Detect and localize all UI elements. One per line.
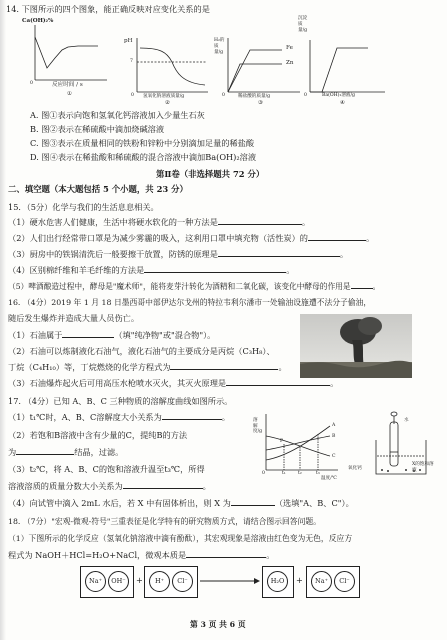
g4-ylabel: 沉淀质量/g (298, 16, 308, 33)
q18-stem: 18. （7分）"宏观-微观-符号"三重表征是化学特有的研究物质方式，请结合图示回答问题。 (8, 517, 321, 526)
g2-xlabel: 氢氧化钠溶液质量/g (143, 94, 185, 99)
q16-item-3: （3）石油爆炸起火后可用高压水枪喷水灭火，其灭火原理是 。 (8, 378, 339, 388)
ion-cl-minus: Cl⁻ (172, 571, 193, 592)
explosion-photo (300, 314, 412, 378)
g2-number: ② (165, 100, 171, 106)
q14-option-d: D. 图④表示在稀盐酸和稀硫酸的混合溶液中滴加Ba(OH)₂溶液 (30, 152, 257, 162)
q17-item-3a: （3）t₂℃，将 A、B、C的饱和溶液升温至t₃℃，所得 (8, 464, 205, 474)
g3-origin: 0 (222, 93, 225, 98)
plus-sign-1: + (136, 575, 143, 585)
curve-ylabel: 溶解度/g (253, 418, 263, 434)
g4-number: ④ (340, 100, 346, 106)
g1-xlabel: 反应时间 / s (52, 82, 83, 88)
ion-cl-minus-product: Cl⁻ (334, 571, 355, 592)
ion-h-plus: H⁺ (149, 571, 170, 592)
q17-stem: 17. （4分）已知 A、B、C 三种物质的溶解度曲线如图所示。 (8, 396, 233, 406)
ion-na-plus: Na⁺ (85, 571, 106, 592)
curve-label-p: P (280, 439, 284, 444)
g3-line-fe: Fe (286, 45, 293, 51)
section2-title: 二、填空题（本大题包括 5 个小题，共 23 分） (8, 184, 188, 194)
plus-sign-2: + (296, 575, 303, 585)
g1-number: ① (67, 91, 73, 97)
g4-xlabel: Ba(OH)₂溶液/g (322, 93, 355, 98)
molecule-h2o: H₂O (267, 571, 288, 592)
q17-item-1: （1）t₁℃时，A、B、C溶解度大小关系为 。 (8, 412, 230, 422)
water-box (262, 566, 294, 598)
q15-item-1: （1）硬水危害人们健康，生活中将硬水软化的一种方法是 。 (8, 217, 311, 227)
apparatus-solid: 氧化钙 (348, 466, 362, 471)
q14-option-c: C. 图③表示在质量相同的铁粉和锌粉中分别滴加足量的稀盐酸 (30, 138, 255, 148)
curve-label-a: A (332, 423, 336, 428)
curve-tick-t2: t₂ (298, 471, 302, 476)
solubility-curve-figure (258, 412, 358, 482)
reaction-arrow (200, 576, 260, 586)
q15-item-4: （4）区别棉纤维和羊毛纤维的方法是 。 (8, 265, 295, 275)
curve-label-b: B (332, 434, 336, 439)
q15-item-3: （3）厨房中的铁锅清洗后一般要擦干放置，防锈的原理是 。 (8, 249, 349, 259)
curve-tick-0: 0 (262, 471, 265, 476)
q18-line2: 程式为 NaOH＋HCl=H₂O+NaCl，微观本质是 。 (8, 550, 275, 560)
q17-item-3b: 溶液溶质的质量分数大小关系为 。 (8, 481, 211, 491)
q16-item-2a: （2）石油可以炼制液化石油气，液化石油气的主要成分是丙烷（C₃H₈）、 (8, 346, 275, 356)
q18-line1: （1）下图所示的化学反应（氢氧化钠溶液中滴有酚酞），其宏观现象是溶液由红色变为无色，反应方 (8, 534, 353, 543)
q17-item-4: （4）向试管中滴入 2mL 水后，若 X 中有固体析出，则 X 为 （选填"A、B、C"）。 (8, 498, 354, 508)
g1-origin: 0 (30, 81, 33, 86)
curve-tick-t1: t₁ (282, 471, 286, 476)
q14-option-a: A. 图①表示向饱和氢氧化钙溶液加入少量生石灰 (30, 110, 205, 120)
g2-tick: 7 (130, 59, 133, 64)
g2-ylabel: pH (124, 38, 133, 44)
q17-item-2b: 为 结晶，过滤。 (8, 447, 124, 457)
g4-origin: 0 (304, 93, 307, 98)
ion-oh-minus: OH⁻ (108, 571, 129, 592)
q17-item-2a: （2）若饱和B溶液中含有少量的C，提纯B的方法 (8, 430, 188, 440)
g3-number: ③ (258, 100, 264, 106)
curve-xlabel: 温度/℃ (321, 476, 337, 481)
g3-line-zn: Zn (286, 60, 294, 66)
q16-stem-line1: 16. （4分）2019 年 1 月 18 日墨西哥中部伊达尔戈州的特拉韦利尔潘市一处输油设施遭不法分子偷油， (8, 298, 372, 307)
q16-item-1: （1）石油属于 （填"纯净物"或"混合物"）。 (8, 330, 216, 340)
nacl-box (306, 566, 360, 598)
q15-item-2: （2）人们出行经常带口罩是为减少雾霾的吸入，这利用口罩中填充物（活性炭）的 。 (8, 233, 375, 243)
hcl-box (144, 566, 198, 598)
apparatus-water: 水 (404, 418, 409, 423)
q14-stem: 14. 下图所示的四个图象，能正确反映对应变化关系的是 (6, 4, 210, 14)
apparatus-solution: X的饱和溶液 (412, 462, 434, 473)
part2-title: 第Ⅱ卷（非选择题共 72 分） (156, 169, 265, 179)
q15-stem: 15．（5分）化学与我们的生活息息相关。 (8, 202, 159, 212)
naoh-box (80, 566, 134, 598)
q15-item-5: （5）啤酒酿造过程中，酵母是"魔术师"，能将麦芽汁转化为酒精和二氧化碳，该变化中酵母的作用是 。 (8, 282, 381, 291)
page-footer: 第 3 页 共 6 页 (190, 620, 246, 629)
q16-stem-line2: 随后发生爆炸并造成大量人员伤亡。 (8, 313, 140, 323)
curve-tick-t3: t₃ (316, 471, 320, 476)
g3-ylabel: H₂的质量/g (214, 38, 225, 55)
q16-item-2b: 丁烷（C₄H₁₀）等，丁烷燃烧的化学方程式为 。 (8, 362, 287, 372)
g2-origin: 0 (131, 93, 134, 98)
ion-na-plus-product: Na⁺ (311, 571, 332, 592)
q14-option-b: B. 图②表示在稀硫酸中滴加烧碱溶液 (30, 124, 165, 134)
g1-ylabel: Ca(OH)₂% (22, 18, 54, 24)
curve-label-c: C (332, 454, 336, 459)
g3-xlabel: 稀盐酸的质量/g (238, 94, 271, 99)
